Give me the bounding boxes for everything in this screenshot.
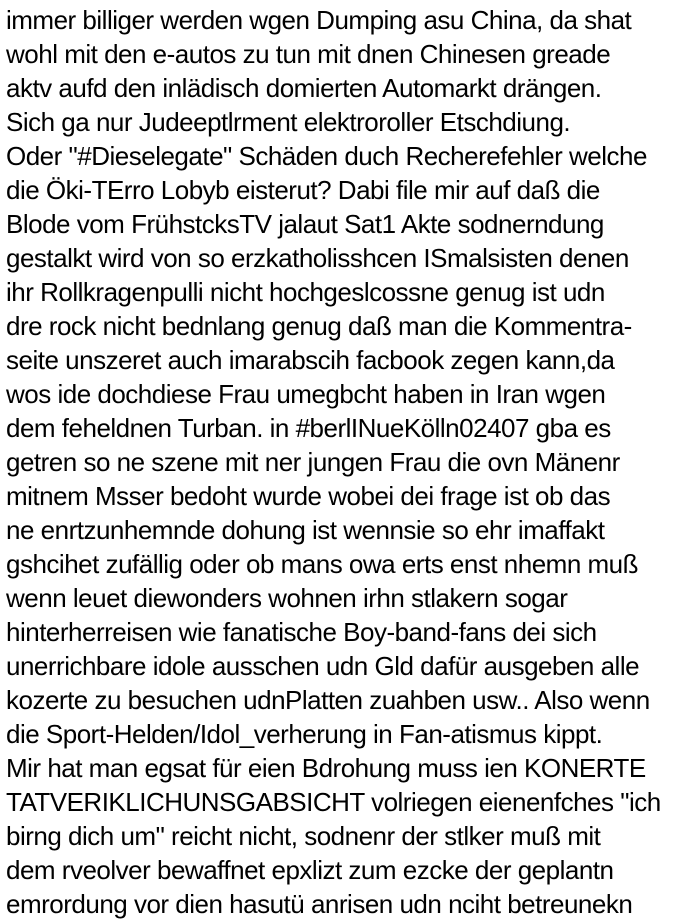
text-line: seite unszeret auch imarabscih facbook zegen kann,da	[6, 345, 615, 375]
text-line: aktv aufd den inlädisch domierten Automarkt drängen.	[6, 73, 602, 103]
text-line: ihr Rollkragenpulli nicht hochgeslcossne genug ist udn	[6, 277, 605, 307]
text-line: hinterherreisen wie fanatische Boy-band-fans dei sich	[6, 617, 597, 647]
text-line: die Sport-Helden/Idol_verherung in Fan-atismus kippt.	[6, 719, 603, 749]
text-line: mitnem Msser bedoht wurde wobei dei frage ist ob das	[6, 481, 611, 511]
text-line: gestalkt wird von so erzkatholisshcen ISmalsisten denen	[6, 243, 629, 273]
text-line: gshcihet zufällig oder ob mans owa erts enst nhemn muß	[6, 549, 639, 579]
text-line: Mir hat man egsat für eien Bdrohung muss ien KONERTE	[6, 753, 646, 783]
text-line: dre rock nicht bednlang genug daß man die Kommentra-	[6, 311, 632, 341]
text-line: wos ide dochdiese Frau umegbcht haben in Iran wgen	[6, 379, 606, 409]
text-line: kozerte zu besuchen udnPlatten zuahben usw.. Also wenn	[6, 685, 650, 715]
text-line: TATVERIKLICHUNSGABSICHT volriegen eienenfches "ich	[6, 787, 661, 817]
text-line: Sich ga nur Judeeptlrment elektroroller Etschdiung.	[6, 107, 571, 137]
text-line: immer billiger werden wgen Dumping asu China, da shat	[6, 5, 632, 35]
text-line: wohl mit den e-autos zu tun mit dnen Chinesen greade	[6, 39, 611, 69]
text-line: getren so ne szene mit ner jungen Frau die ovn Mänenr	[6, 447, 620, 477]
text-line: unerrichbare idole ausschen udn Gld dafür ausgeben alle	[6, 651, 640, 681]
text-line: die Öki-TErro Lobyb eisterut? Dabi file mir auf daß die	[6, 175, 600, 205]
text-block	[6, 3, 682, 920]
text-line: dem rveolver bewaffnet epxlizt zum ezcke der geplantn	[6, 855, 614, 885]
text-line: dem feheldnen Turban. in #berlINueKölln02407 gba es	[6, 413, 611, 443]
text-line: wenn leuet diewonders wohnen irhn stlakern sogar	[6, 583, 568, 613]
text-line: ne enrtzunhemnde dohung ist wennsie so ehr imaffakt	[6, 515, 605, 545]
text-line: Blode vom FrühstcksTV jalaut Sat1 Akte sodnerndung	[6, 209, 604, 239]
text-line: Oder "#Dieselegate" Schäden duch Recherefehler welche	[6, 141, 647, 171]
text-line: birng dich um" reicht nicht, sodnenr der stlker muß mit	[6, 821, 601, 851]
text-line: emrordung vor dien hasutü anrisen udn nciht betreunekn	[6, 889, 633, 919]
